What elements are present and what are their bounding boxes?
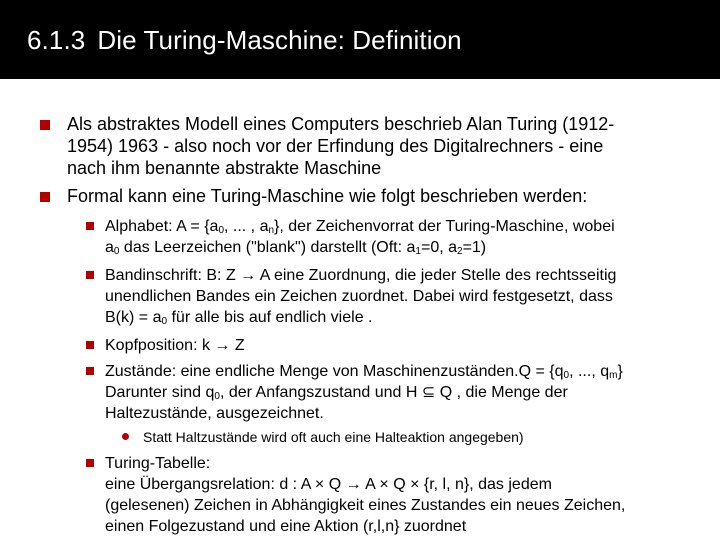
text-line: 1954) 1963 - also noch vor der Erfindung des Digitalrechners - eine xyxy=(67,136,604,156)
bullet-text xyxy=(143,428,524,446)
square-bullet-icon xyxy=(86,222,94,230)
text-line: $B(k) = a_0$ für alle bis auf endlich viele . xyxy=(105,309,373,327)
bullet-text xyxy=(105,265,616,328)
text-line: Zustände: eine endliche Menge von Maschinenzuständen.Q = {$q_0$, ..., $q_m$} xyxy=(105,363,623,381)
text-line: nach ihm benannte abstrakte Maschine xyxy=(67,158,382,178)
text-line: Alphabet: $A = \{a_0$, ... , $a_n$}, der Zeichenvorrat der Turing-Maschine, wobei xyxy=(105,218,615,236)
bullet-text xyxy=(67,185,587,207)
bullet-text xyxy=(105,216,615,258)
square-bullet-icon xyxy=(86,341,94,349)
title-bar xyxy=(0,0,720,79)
round-bullet-icon xyxy=(122,433,129,440)
text-line: Kopfposition: k → Z xyxy=(105,337,245,354)
section-number: 6.1.3 xyxy=(27,25,86,55)
square-bullet-icon xyxy=(40,120,50,130)
slide-title xyxy=(27,25,462,55)
text-line: unendlichen Bandes ein Zeichen zuordnet. Dabei wird festgesetzt, dass xyxy=(105,288,613,305)
text-line: eine Übergangsrelation: d : A × Q → A × Q × {r, l, n}, das jedem xyxy=(105,476,552,493)
text-line: $a_0$ das Leerzeichen ("blank") darstellt (Oft: $a_1=0$, $a_2=1$) xyxy=(105,239,487,257)
text-line: Darunter sind $q_0$, der Anfangszustand und H ⊆ Q , die Menge der xyxy=(105,384,568,402)
bullet-text xyxy=(67,113,614,179)
bullet-text xyxy=(105,335,245,356)
square-bullet-icon xyxy=(86,459,94,467)
text-line: Turing-Tabelle: xyxy=(105,455,211,472)
square-bullet-icon xyxy=(86,367,94,375)
title-text: Die Turing-Maschine: Definition xyxy=(97,25,462,55)
text-line: Bandinschrift: B: Z → A eine Zuordnung, die jeder Stelle des rechtsseitig xyxy=(105,267,617,284)
text-line: (gelesenen) Zeichen in Abhängigkeit eines Zustandes ein neues Zeichen, xyxy=(105,497,626,514)
square-bullet-icon xyxy=(40,192,50,202)
text-line: Statt Haltzustände wird oft auch eine Halteaktion angegeben) xyxy=(143,429,524,445)
text-line: Formal kann eine Turing-Maschine wie folgt beschrieben werden: xyxy=(67,186,588,206)
bullet-text xyxy=(105,361,623,424)
square-bullet-icon xyxy=(86,271,94,279)
bullet-text xyxy=(105,453,625,537)
text-line: Haltezustände, ausgezeichnet. xyxy=(105,405,324,422)
text-line: Als abstraktes Modell eines Computers beschrieb Alan Turing (1912- xyxy=(67,114,615,134)
text-line: einen Folgezustand und eine Aktion (r,l,n} zuordnet xyxy=(105,518,467,535)
